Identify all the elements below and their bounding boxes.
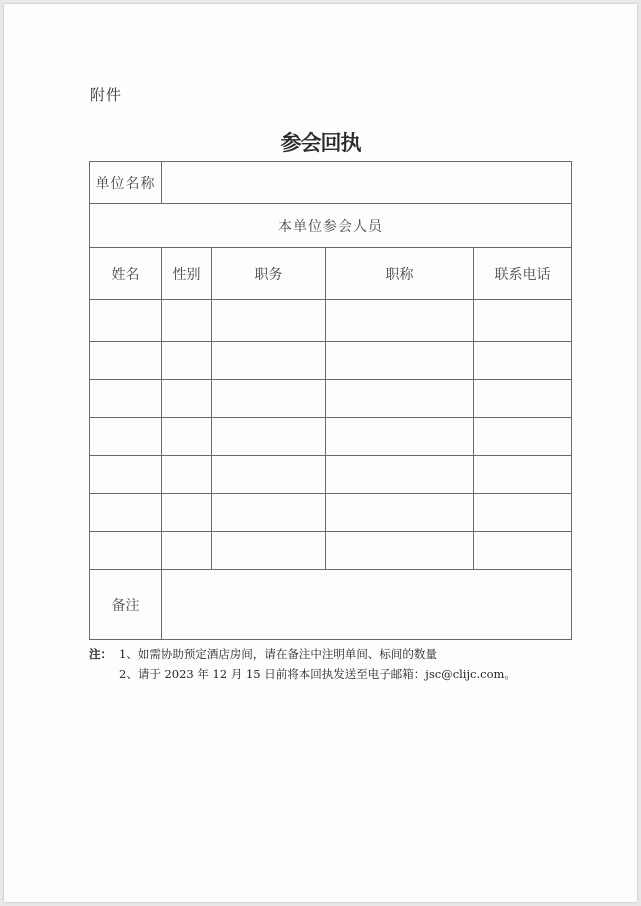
note-line-2 <box>89 664 516 684</box>
unit-name-label: 单位名称 <box>90 162 162 204</box>
cell-position[interactable] <box>212 532 326 570</box>
table-row <box>90 418 572 456</box>
table-row <box>90 532 572 570</box>
cell-position[interactable] <box>212 418 326 456</box>
remarks-row <box>90 570 572 640</box>
table-row <box>90 380 572 418</box>
cell-position[interactable] <box>212 380 326 418</box>
cell-title[interactable] <box>326 342 474 380</box>
cell-phone[interactable] <box>474 342 572 380</box>
cell-name[interactable] <box>90 456 162 494</box>
attendees-section-row <box>90 204 572 248</box>
cell-title[interactable] <box>326 456 474 494</box>
unit-name-row <box>90 162 572 204</box>
cell-gender[interactable] <box>162 494 212 532</box>
column-header-phone: 联系电话 <box>474 248 572 300</box>
document-page <box>4 4 637 902</box>
cell-phone[interactable] <box>474 532 572 570</box>
cell-name[interactable] <box>90 380 162 418</box>
cell-position[interactable] <box>212 300 326 342</box>
cell-phone[interactable] <box>474 494 572 532</box>
notes-section <box>89 644 516 684</box>
note-item-2: 2、请于 2023 年 12 月 15 日前将本回执发送至电子邮箱：jsc@clijc.com。 <box>119 667 516 681</box>
cell-phone[interactable] <box>474 380 572 418</box>
column-header-name: 姓名 <box>90 248 162 300</box>
cell-name[interactable] <box>90 300 162 342</box>
cell-phone[interactable] <box>474 418 572 456</box>
notes-prefix: 注： <box>89 647 112 661</box>
header-row <box>90 248 572 300</box>
cell-title[interactable] <box>326 532 474 570</box>
cell-phone[interactable] <box>474 300 572 342</box>
cell-name[interactable] <box>90 494 162 532</box>
reply-form-table <box>89 161 572 640</box>
table-row <box>90 456 572 494</box>
column-header-title: 职称 <box>326 248 474 300</box>
cell-position[interactable] <box>212 456 326 494</box>
table-row <box>90 300 572 342</box>
cell-title[interactable] <box>326 380 474 418</box>
cell-title[interactable] <box>326 418 474 456</box>
cell-gender[interactable] <box>162 418 212 456</box>
column-header-position: 职务 <box>212 248 326 300</box>
cell-name[interactable] <box>90 532 162 570</box>
cell-phone[interactable] <box>474 456 572 494</box>
remarks-label: 备注 <box>90 570 162 640</box>
table-row <box>90 342 572 380</box>
remarks-field[interactable] <box>162 570 572 640</box>
cell-position[interactable] <box>212 342 326 380</box>
cell-gender[interactable] <box>162 380 212 418</box>
page-title: 参会回执 <box>280 131 361 155</box>
unit-name-field[interactable] <box>162 162 572 204</box>
cell-name[interactable] <box>90 418 162 456</box>
note-line-1 <box>89 644 516 664</box>
cell-name[interactable] <box>90 342 162 380</box>
note-item-1: 1、如需协助预定酒店房间，请在备注中注明单间、标间的数量 <box>119 647 437 661</box>
cell-position[interactable] <box>212 494 326 532</box>
cell-gender[interactable] <box>162 456 212 494</box>
attachment-label: 附件 <box>90 86 123 104</box>
cell-gender[interactable] <box>162 532 212 570</box>
column-header-gender: 性别 <box>162 248 212 300</box>
cell-gender[interactable] <box>162 342 212 380</box>
cell-title[interactable] <box>326 300 474 342</box>
cell-title[interactable] <box>326 494 474 532</box>
cell-gender[interactable] <box>162 300 212 342</box>
attendees-section-title: 本单位参会人员 <box>90 204 572 248</box>
table-row <box>90 494 572 532</box>
